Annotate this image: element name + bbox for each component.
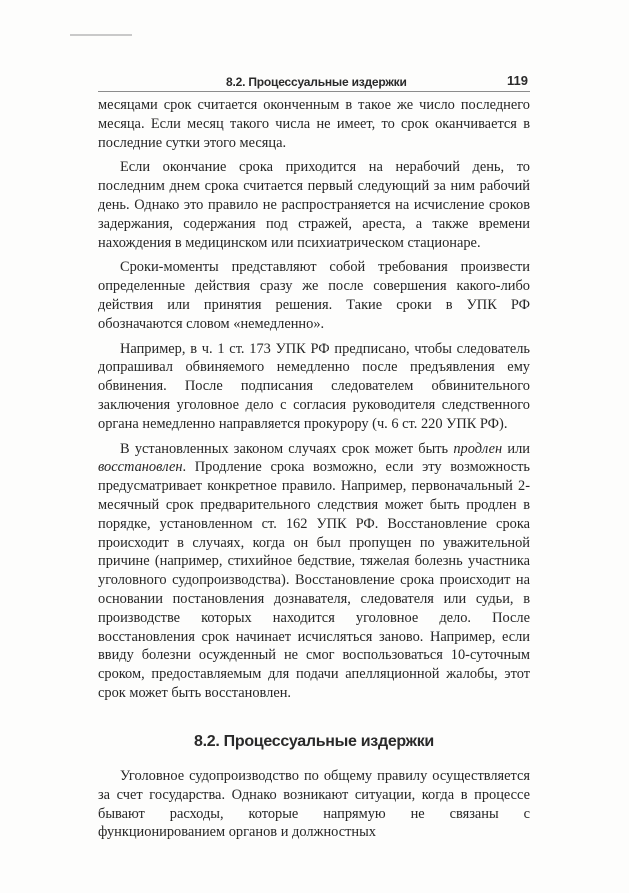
paragraph-section-intro: Уголовное судопроизводство по общему правилу осуществляется за счет государства. Однако возникают ситуации, когда в процессе бывают расходы, которые напрямую не связаны с функционированием органов и должностных [98, 768, 530, 841]
paragraph-continuation: месяцами срок считается оконченным в такое же число последнего месяца. Если месяц такого числа не имеет, то срок оканчивается в последние сутки этого месяца. [98, 97, 530, 151]
paragraph-extension-restoration [98, 440, 530, 703]
text-run: В установленных законом случаях срок может быть [120, 440, 454, 457]
running-header [98, 72, 530, 90]
text-run: или [502, 440, 531, 457]
paragraph-weekend-rule: Если окончание срока приходится на нерабочий день, то последним днем срока считается первый следующий за ним рабочий день. Однако это правило не распространяется на исчисление сроков задержания, содержания под стражей, ареста, а также времени нахождения в медицинском или психиатрическом стационаре. [98, 159, 530, 251]
paragraph-example-immediately: Например, в ч. 1 ст. 173 УПК РФ предписано, чтобы следователь допрашивал обвиняемого немедленно после предъявления ему обвинения. После подписания следователем обвинительного заключения уголовное дело с согласия руководителя следственного органа немедленно направляется прокурору (ч. 6 ст. 220 УПК РФ). [98, 340, 530, 432]
section-heading: 8.2. Процессуальные издержки [194, 733, 434, 750]
scan-corner-mark [70, 34, 132, 36]
paragraph-moment-terms: Сроки-моменты представляют собой требования произвести определенные действия сразу же после совершения какого-либо действия или принятия решения. Такие сроки в УПК РФ обозначаются словом «немедленно». [98, 259, 530, 332]
italic-term-restored: восстановлен [98, 459, 183, 476]
italic-term-extended: продлен [453, 440, 503, 457]
section-text [98, 767, 530, 842]
text-run: . Продление срока возможно, если эту возможность предусматривает конкретное правило. Например, первоначальный 2-месячный срок предварительного следствия может быть продлен в порядке, установленном ст. 162 УПК РФ. Восстановление срока происходит в случаях, когда он был пропущен по уважительной причине (например, стихийное бедствие, тяжелая болезнь участника уголовного судопроизводства). Восстановление срока происходит на основании постановления дознавателя, следователя или судьи, в производстве которых находится уголовное дело. После восстановления срок начинает исчисляться заново. Например, если ввиду болезни осужденный не смог воспользоваться 10-суточным сроком, предоставляемым для подачи апелляционной жалобы, этот срок может быть восстановлен. [98, 459, 530, 701]
header-rule [98, 91, 530, 92]
running-header-title: 8.2. Процессуальные издержки [226, 75, 407, 89]
main-text [98, 96, 530, 703]
page-number: 119 [507, 73, 528, 88]
